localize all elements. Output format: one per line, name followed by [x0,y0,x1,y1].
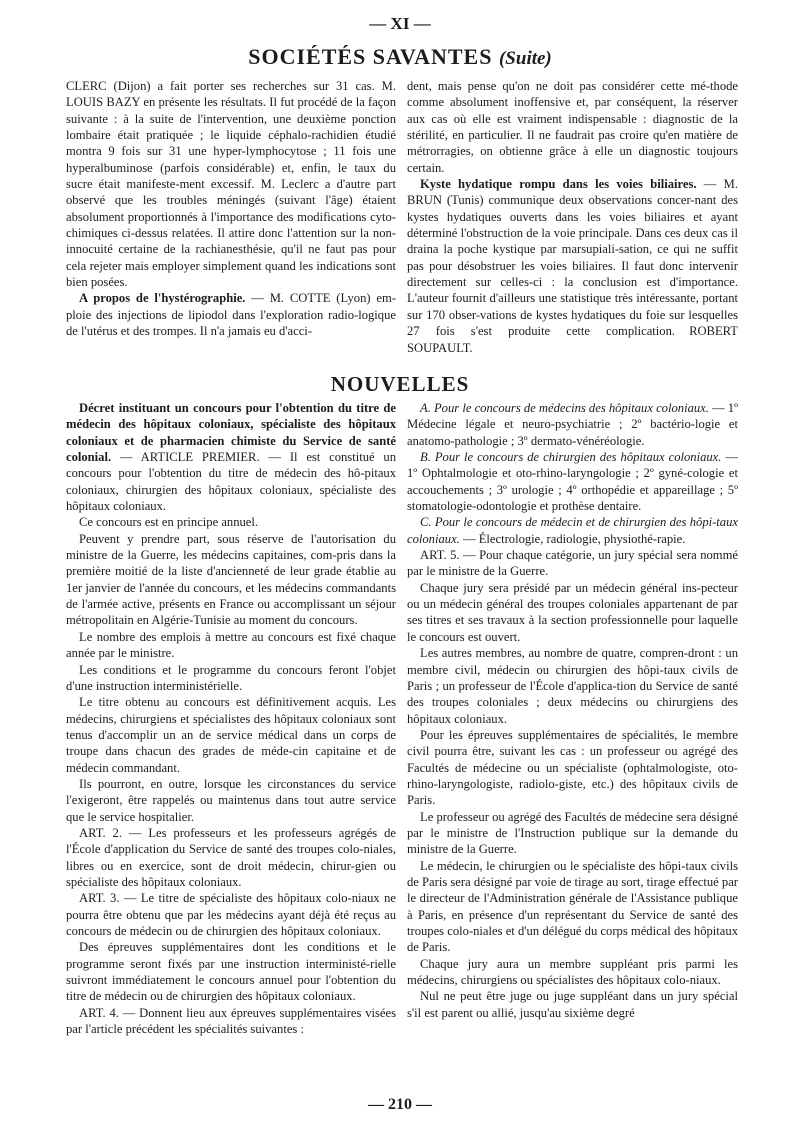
decret-heading: Décret instituant un concours pour l'obtention du titre de médecin des hôpitaux coloniaux, spécialiste des hôpitaux coloniaux et de pharmacien chimiste du Service de santé colonial. [66,401,396,465]
list-item [407,400,738,449]
paragraph: Le nombre des emplois à mettre au concours est fixé chaque année par le ministre. [66,629,396,661]
societes-left-column [66,78,396,340]
article-label: — ARTICLE PREMIER. [111,450,260,465]
paragraph: Les autres membres, au nombre de quatre, compren-dront : un membre civil, médecin ou chirurgien des hôpi-taux civils de Paris ; un professeur de l'École d'applica-tion du Service de santé des troupes coloniales ; deux médecins ou chirurgiens des hôpitaux coloniaux. [407,646,738,726]
page-number: — 210 — [368,1096,432,1113]
paragraph: Le titre obtenu au concours est définitivement acquis. Les médecins, chirurgiens et spécialistes des hôpitaux coloniaux sont tenus d'accomplir un an de service médical dans un corps de troupe dans chacun des grades de méde-cin capitaine et de médecin commandant. [66,695,396,775]
nouvelles-right-column [407,400,738,1021]
article-label: ART. 5. [420,548,460,563]
article-text: — Il est constitué un concours pour l'obtention du titre de médecin des hô-pitaux coloniaux, chirurgien des hôpitaux coloniaux, spécialiste des hôpitaux coloniaux. [66,450,396,514]
article-text: — Donnent lieu aux épreuves supplémentaires visées par l'article précédent les spécialités suivantes : [66,1005,396,1037]
roman-page-number: — XI — [369,14,431,33]
paragraph: CLERC (Dijon) a fait porter ses recherches sur 31 cas. M. LOUIS BAZY en présente les résultats. Il fut procédé de la façon suivante : à la suite de l'intervention, une deuxième ponction lombaire était pratiquée ; le liquide céphalo-rachidien étudié montra 9 fois sur 31 une hyper-lymphocytose ; 11 fois une hyperalbuminose (parfois considérable) et, enfin, le taux du sucre était manifeste-ment excessif. M. Leclerc a d'autre part observé que les troubles méningés (suivant l'âge) étaient absolument proportionnés à l'importance des modifications cyto-chimiques ci-dessus relatées. Il attire donc l'attention sur la non-innocuité certaine de la rachianesthésie, qu'il ne faut pas pour cela rejeter mais employer simplement quand les indications sont bien posées. [66,79,396,290]
paragraph-body: — M. COTTE (Lyon) em-ploie des injections de lipiodol dans l'exploration radio-logique de l'utérus et des trompes. Il n'a jamais eu d'acci- [66,291,396,339]
article-text: — Pour chaque catégorie, un jury spécial sera nommé par le ministre de la Guerre. [407,548,738,579]
article-paragraph [407,547,738,580]
list-item [407,449,738,514]
section-title-societes [0,44,800,70]
list-item-text: — 1º Ophtalmologie et oto-rhino-laryngologie ; 2º gyné-cologie et accouchements ; 3º urologie ; 4º orthopédie et appareillage ; 5º stomatologie-odontologie et prothèse dentaire. [407,450,738,514]
paragraph: dent, mais pense qu'on ne doit pas considérer cette mé-thode comme absolument inoffensive et, par conséquent, la réserver aux cas où elle est vraiment indispensable : diagnostic de la stérilité, en particulier. Il ne faudrait pas croire qu'en matière de métrorragies, on obtienne grâce à elle un diagnostic toujours certain. [407,79,738,175]
section-title-nouvelles: NOUVELLES [330,372,470,396]
section-title-text: SOCIÉTÉS SAVANTES [248,44,493,69]
decret-paragraph [66,400,396,514]
article-paragraph [66,825,396,890]
list-item-label: B. Pour le concours de chirurgien des hôpitaux coloniaux. [420,450,722,465]
article-text: — Les professeurs et les professeurs agrégés de l'École d'application du Service de santé des troupes colo-niales, libres ou en exercice, sont de droit médecin, chirur-gien ou spécialiste des hôpitaux coloniaux. [66,825,396,889]
list-item-text: — Électrologie, radiologie, physiothé-rapie. [459,531,686,546]
list-item [407,514,738,547]
paragraph [407,176,738,356]
article-label: ART. 2. [79,825,122,840]
article-text: — Le titre de spécialiste des hôpitaux colo-niaux ne pourra être obtenu que par les médecins ayant déjà été reçus au concours de médecin ou de chirurgien des hôpitaux coloniaux. [66,891,396,938]
paragraph-body: — M. BRUN (Tunis) communique deux observations concer-nant des kystes hydatiques ouverts dans les voies biliaires et ayant déterminé l'obstruction de la voie principale. Dans ces deux cas il draina la poche kystique par marsupiali-sation, ce qui ne suffit pas pour désobstruer les voies biliaires. Il faut donc intervenir directement sur celles-ci : la conclusion est d'importance. L'auteur fournit d'ailleurs une statistique très intéressante, portant sur 170 obser-vations de kystes hydatiques du foie sur lesquelles 27 fois s'est produite cette complication. [407,177,738,339]
paragraph [66,290,396,339]
paragraph: Nul ne peut être juge ou juge suppléant dans un jury spécial s'il est parent ou allié, jusqu'au sixième degré [407,989,738,1020]
paragraph: Pour les épreuves supplémentaires de spécialités, le membre civil pourra être, suivant les cas : un professeur ou agrégé des Facultés de médecine ou un spécialiste (ophtalmologiste, oto-rhino-laryngologiste, radiolo-giste, etc.) des hôpitaux civils de Paris. [407,727,738,808]
nouvelles-left-column [66,400,396,1037]
paragraph: Chaque jury sera présidé par un médecin général ins-pecteur ou un médecin général des troupes coloniales appartenant de par ses titres et ses travaux à la section professionnelle pour laquelle le concours est ouvert. [407,580,738,644]
paragraph: Les conditions et le programme du concours feront l'objet d'une instruction interministérielle. [66,662,396,693]
article-label: ART. 3. [79,891,120,906]
article-label: ART. 4. [79,1005,119,1020]
list-item-label: A. Pour le concours de médecins des hôpitaux coloniaux. [420,401,709,415]
paragraph-heading: A propos de l'hystérographie. [79,291,246,306]
paragraph: Des épreuves supplémentaires dont les conditions et le programme seront fixés par une instruction interministé-rielle suivront immédiatement le concours annuel pour l'obtention du titre de médecin ou de chirurgien des hôpitaux coloniaux. [66,940,396,1004]
list-item-label: C. Pour le concours de médecin et de chirurgien des hôpi-taux coloniaux. [407,515,738,546]
list-item-text: — 1º Médecine légale et neuro-psychiatrie ; 2º bactério-logie et anatomo-pathologie ; 3º dermato-vénéréologie. [407,401,739,448]
paragraph: Le professeur ou agrégé des Facultés de médecine sera désigné par le ministre de l'Instruction publique sur la demande du ministre de la Guerre. [407,809,738,857]
article-paragraph [66,890,396,939]
societes-right-column [407,78,738,356]
paragraph: Chaque jury aura un membre suppléant pris parmi les médecins, chirurgiens ou spécialistes des hôpitaux colo-niaux. [407,956,738,988]
paragraph: Peuvent y prendre part, sous réserve de l'autorisation du ministre de la Guerre, les médecins capitaines, com-pris dans la première moitié de la liste d'ancienneté de leur grade établie au 1er janvier de l'année du concours, et les médecins commandants de l'armée active, présents en France ou accomplissant un séjour métropolitain en Algérie-Tunisie au moment du concours. [66,531,396,628]
author-signature: ROBERT SOUPAULT. [407,324,738,355]
paragraph: Ce concours est en principe annuel. [79,515,259,530]
paragraph: Ils pourront, en outre, lorsque les circonstances du service l'exigeront, être rappelés ou maintenus dans tout autre service que le service hospitalier. [66,776,396,824]
article-paragraph [66,1005,396,1038]
paragraph: Le médecin, le chirurgien ou le spécialiste des hôpi-taux civils de Paris sera désigné par voie de tirage au sort, tirage effectué par le directeur de l'Administration générale de l'Assistance publique à Paris, en présence d'un représentant du Service de santé des troupes colo-niales et d'un délégué du corps médical des hôpitaux de Paris. [407,858,738,955]
section-title-suffix: (Suite) [498,48,552,69]
paragraph-heading: Kyste hydatique rompu dans les voies biliaires. [420,177,697,192]
